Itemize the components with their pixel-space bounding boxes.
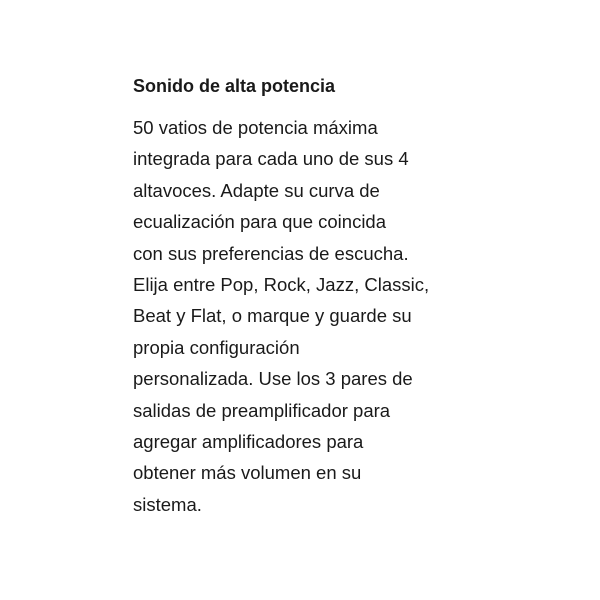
- feature-heading: Sonido de alta potencia: [133, 76, 336, 96]
- description-line: sistema.: [133, 493, 202, 515]
- description-line: agregar amplificadores para: [133, 431, 364, 453]
- description-line: Elija entre Pop, Rock, Jazz, Classic,: [133, 274, 430, 296]
- description-line: obtener más volumen en su: [133, 462, 362, 484]
- description-line: propia configuración: [133, 336, 300, 358]
- feature-block: [133, 74, 443, 520]
- feature-description: [133, 112, 443, 520]
- description-line: salidas de preamplificador para: [133, 399, 391, 421]
- description-line: integrada para cada uno de sus 4: [133, 148, 409, 170]
- description-line: ecualización para que coincida: [133, 211, 387, 233]
- description-line: personalizada. Use los 3 pares de: [133, 368, 413, 390]
- description-line: altavoces. Adapte su curva de: [133, 179, 380, 201]
- description-line: con sus preferencias de escucha.: [133, 242, 409, 264]
- description-line: 50 vatios de potencia máxima: [133, 117, 378, 138]
- description-line: Beat y Flat, o marque y guarde su: [133, 305, 412, 327]
